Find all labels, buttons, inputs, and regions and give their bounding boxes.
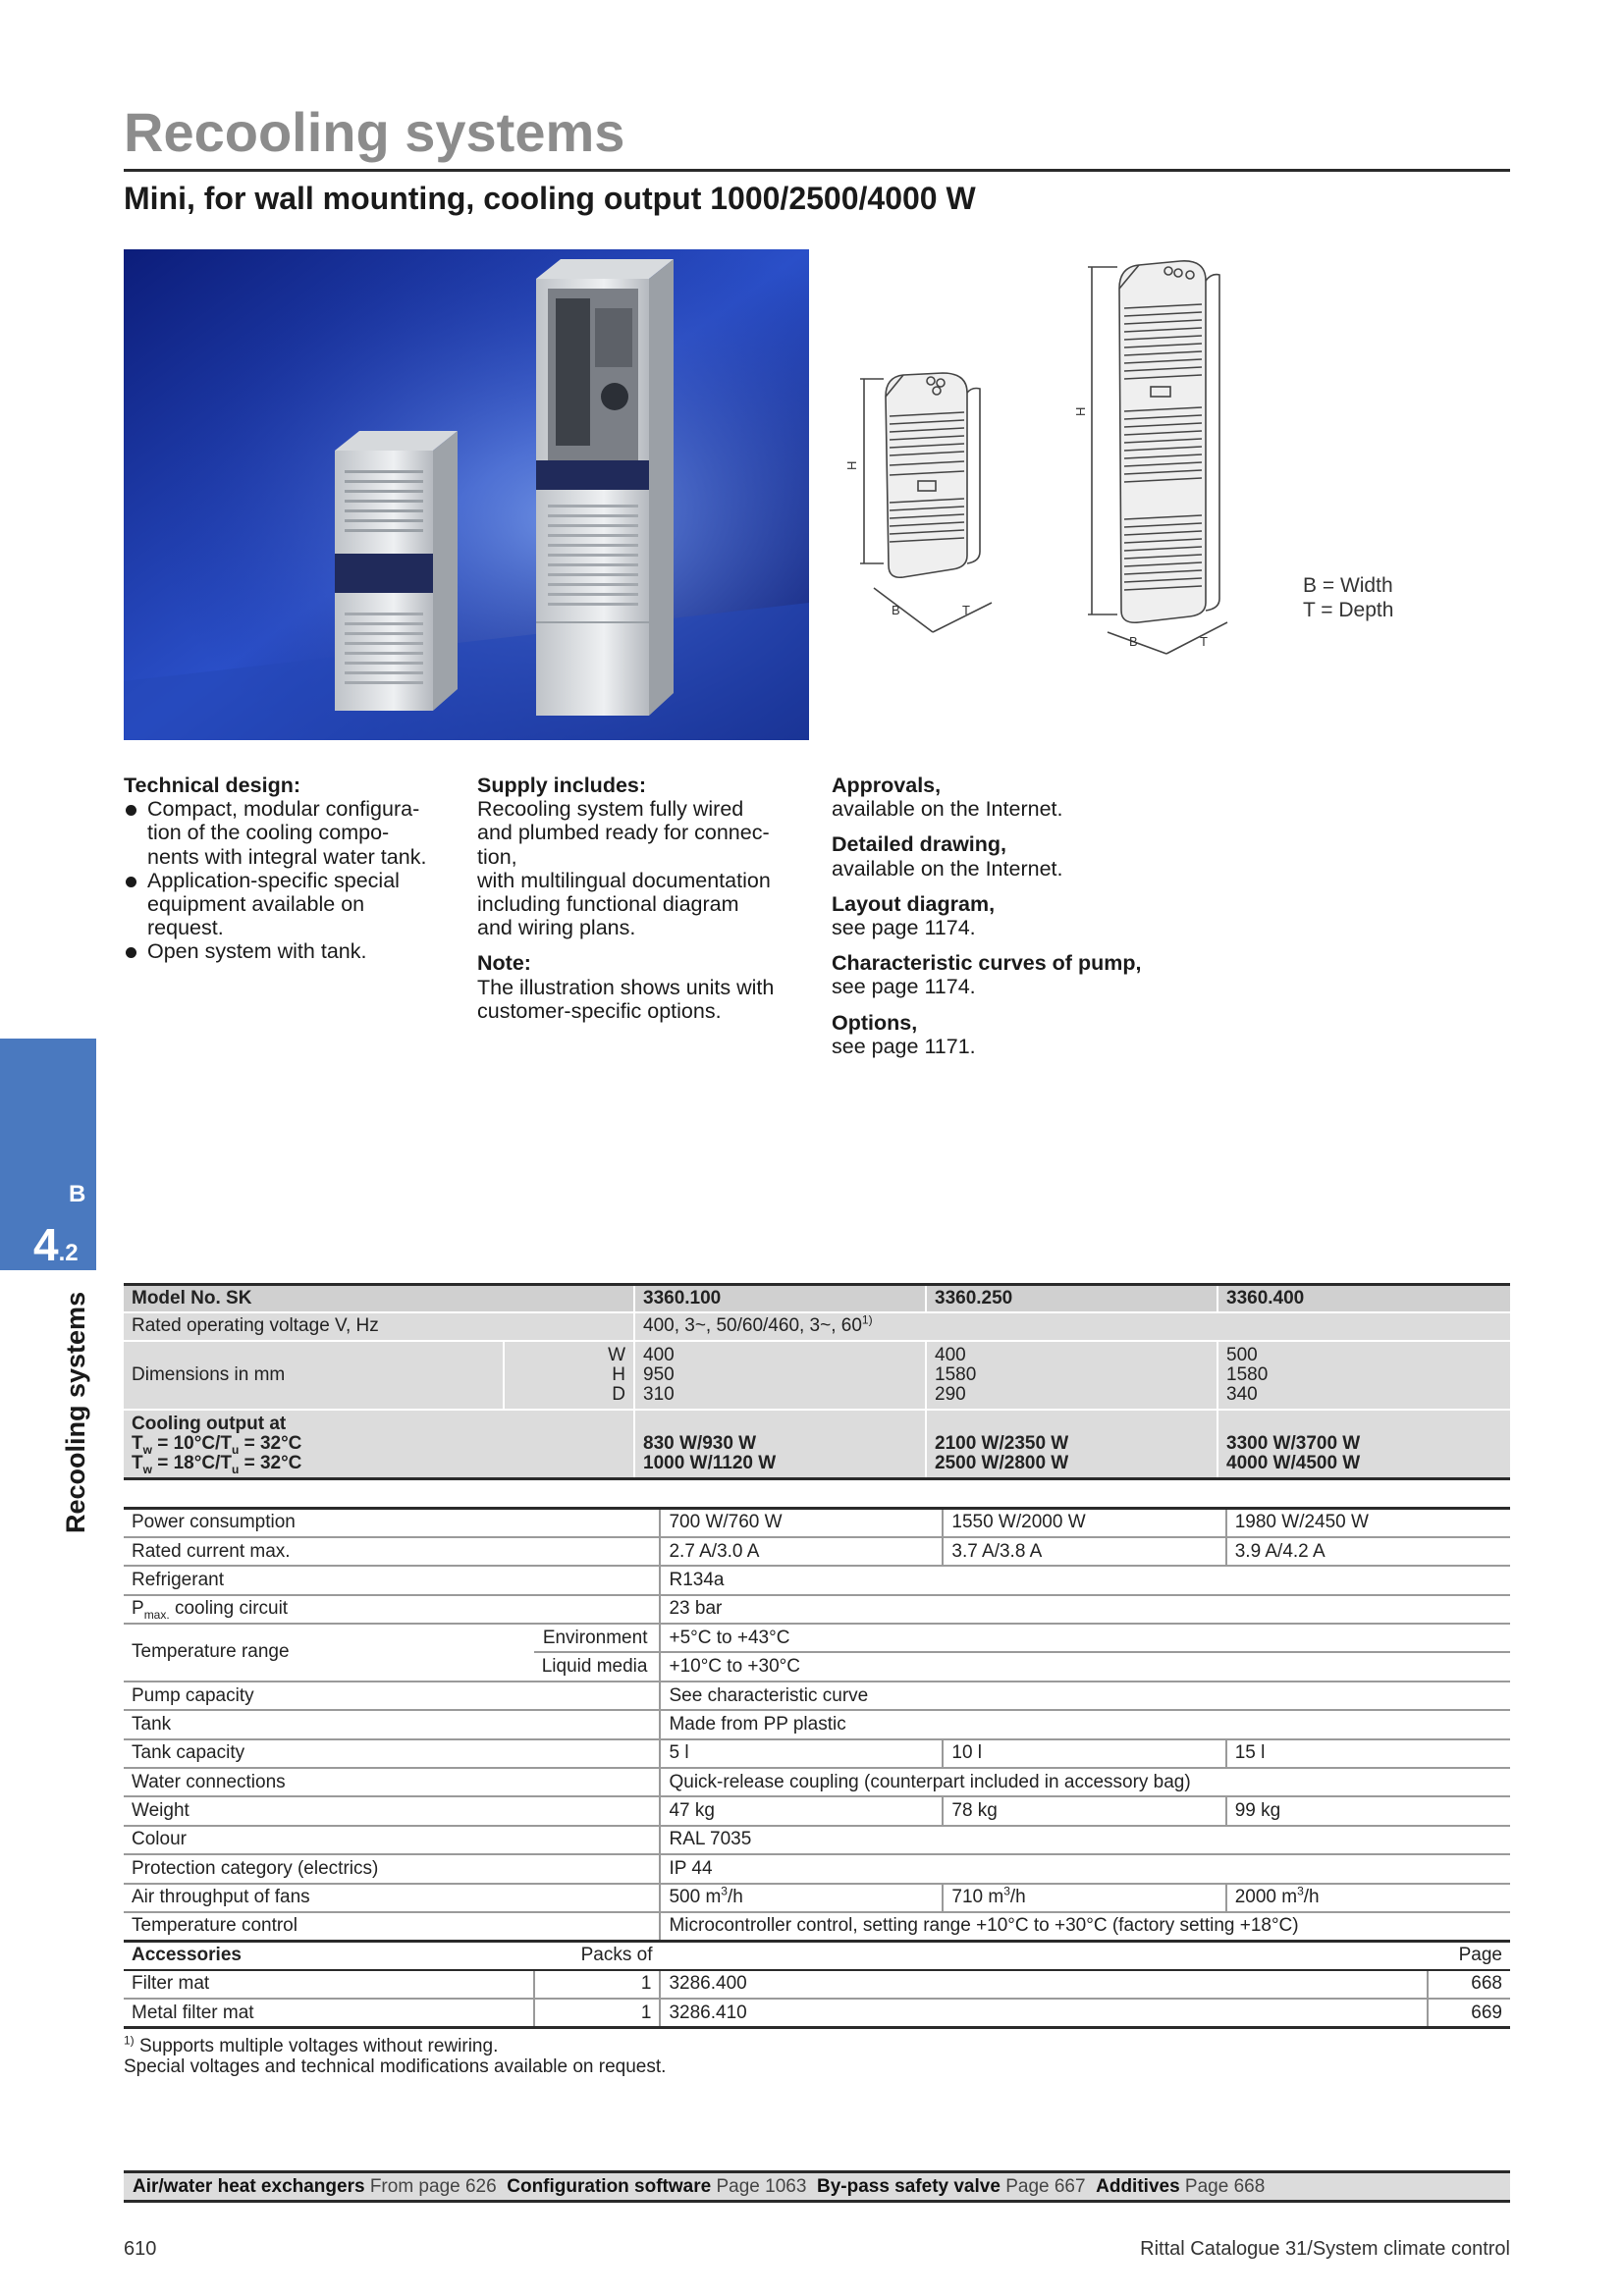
temp-liq-label: Liquid media <box>534 1652 661 1681</box>
dim-value: 340 <box>1226 1383 1258 1405</box>
supply-line: and plumbed ready for connec- <box>477 821 770 845</box>
tankcap-label: Tank capacity <box>124 1739 660 1768</box>
supply-section <box>477 774 811 1023</box>
legend-depth: T = Depth <box>1303 599 1394 621</box>
footnote-text: Supports multiple voltages without rewiring. <box>134 2036 499 2056</box>
voltage-label: Rated operating voltage V, Hz <box>124 1312 634 1341</box>
tankcap-2: 10 l <box>943 1739 1225 1768</box>
note-heading: Note: <box>477 951 531 976</box>
table-row <box>124 1970 1510 1999</box>
list-item <box>124 939 458 963</box>
xref-page: From page 626 <box>364 2176 497 2197</box>
air-2 <box>943 1884 1225 1912</box>
list-item <box>124 797 458 869</box>
temp-env-label: Environment <box>534 1624 661 1652</box>
power-1: 700 W/760 W <box>660 1509 943 1537</box>
dim-value: 500 <box>1226 1344 1258 1365</box>
approvals-heading: Approvals, <box>832 774 942 797</box>
model-3: 3360.400 <box>1217 1285 1510 1312</box>
tankcap-3: 15 l <box>1226 1739 1510 1768</box>
supply-heading: Supply includes: <box>477 774 647 797</box>
accessory-packs: 1 <box>534 1999 661 2027</box>
dim-value: 1580 <box>935 1363 977 1385</box>
cooling-2 <box>926 1410 1217 1479</box>
cooling-3 <box>1217 1410 1510 1479</box>
weight-label: Weight <box>124 1796 660 1825</box>
accessory-page: 669 <box>1428 1999 1510 2027</box>
drawing-h-tall: H <box>1073 406 1088 416</box>
chapter-number-main: 4 <box>33 1219 59 1270</box>
detailed-drawing-text: available on the Internet. <box>832 856 1063 881</box>
air-value: 710 m <box>951 1887 1004 1908</box>
cooling-heading: Cooling output at <box>132 1413 287 1434</box>
cond-sub: w <box>142 1462 152 1476</box>
xref-title: Configuration software <box>507 2176 712 2197</box>
detailed-drawing-heading: Detailed drawing, <box>832 832 1007 857</box>
accessory-part: 3286.410 <box>660 1999 1427 2027</box>
pump-curves-heading: Characteristic curves of pump, <box>832 951 1142 976</box>
water-value: Quick-release coupling (counterpart included in accessory bag) <box>660 1768 1510 1796</box>
bullet-line: request. <box>147 916 224 940</box>
accessory-packs: 1 <box>534 1970 661 1999</box>
footnote-line-2: Special voltages and technical modifications available on request. <box>124 2056 667 2077</box>
dim-letter: D <box>612 1383 625 1405</box>
xref-page: Page 668 <box>1179 2176 1266 2197</box>
dim-value: 1580 <box>1226 1363 1269 1385</box>
cooling-value: 2100 W/2350 W <box>935 1432 1069 1454</box>
temp-env-value: +5°C to +43°C <box>660 1624 1510 1652</box>
footnote <box>124 2033 667 2077</box>
page-subtitle: Mini, for wall mounting, cooling output 1000/2500/4000 W <box>124 181 976 216</box>
layout-diagram-heading: Layout diagram, <box>832 891 996 916</box>
voltage-value <box>634 1312 1510 1341</box>
cooling-condition-2 <box>132 1452 625 1476</box>
cond-text: = 32°C <box>239 1452 302 1473</box>
supply-line: Recooling system fully wired <box>477 797 744 822</box>
model-1: 3360.100 <box>634 1285 926 1312</box>
accessory-part: 3286.400 <box>660 1970 1427 1999</box>
pump-curves-text: see page 1174. <box>832 975 976 999</box>
air-value: 2000 m <box>1234 1887 1298 1908</box>
water-label: Water connections <box>124 1768 660 1796</box>
drawing-b-tall: B <box>1129 634 1138 649</box>
cond-sub: u <box>231 1462 240 1476</box>
dim-letter: W <box>608 1344 625 1365</box>
pmax-label <box>124 1595 660 1624</box>
pmax-sub: max. <box>143 1608 170 1623</box>
accessory-name: Filter mat <box>124 1970 534 1999</box>
bullet-line: Application-specific special <box>147 868 400 892</box>
pump-value: See characteristic curve <box>660 1682 1510 1710</box>
accessory-name: Metal filter mat <box>124 1999 534 2027</box>
technical-design-heading: Technical design: <box>124 774 300 797</box>
bullet-line: equipment available on <box>147 892 365 917</box>
table-row <box>124 1566 1510 1594</box>
protection-label: Protection category (electrics) <box>124 1854 660 1883</box>
drawing-b-small: B <box>892 603 900 617</box>
control-label: Temperature control <box>124 1912 660 1941</box>
accessories-heading: Accessories <box>124 1941 534 1969</box>
tankcap-1: 5 l <box>660 1739 943 1768</box>
chapter-letter: B <box>69 1181 86 1207</box>
drawing-t-tall: T <box>1200 634 1208 649</box>
xref-title: Air/water heat exchangers <box>133 2176 365 2197</box>
air-unit-sup: 3 <box>1003 1884 1010 1898</box>
approvals-text: available on the Internet. <box>832 797 1063 822</box>
colour-value: RAL 7035 <box>660 1826 1510 1854</box>
bullet-line: Open system with tank. <box>147 939 367 964</box>
footnote-mark: 1) <box>124 2033 135 2048</box>
footnote-line-1 <box>124 2033 666 2056</box>
cooling-value: 4000 W/4500 W <box>1226 1452 1361 1473</box>
control-value: Microcontroller control, setting range +10°C to +30°C (factory setting +18°C) <box>660 1912 1510 1941</box>
cooling-1 <box>634 1410 926 1479</box>
air-label: Air throughput of fans <box>124 1884 660 1912</box>
weight-1: 47 kg <box>660 1796 943 1825</box>
info-section <box>832 774 1224 1058</box>
title-rule <box>124 169 1510 172</box>
cooling-value: 830 W/930 W <box>643 1432 757 1454</box>
table-row <box>124 1285 1510 1312</box>
table-row <box>124 1509 1510 1537</box>
current-3: 3.9 A/4.2 A <box>1226 1537 1510 1566</box>
xref-page: Page 1063 <box>711 2176 807 2197</box>
cond-text: = 18°C/T <box>151 1452 232 1473</box>
layout-diagram-text: see page 1174. <box>832 916 976 940</box>
drawing-t-small: T <box>962 603 970 617</box>
options-heading: Options, <box>832 1010 918 1035</box>
chapter-label-text: Recooling systems <box>61 1291 90 1533</box>
page-title: Recooling systems <box>124 101 625 163</box>
voltage-footnote-mark: 1) <box>861 1312 873 1327</box>
bullet-line: tion of the cooling compo- <box>147 821 390 845</box>
air-1 <box>660 1884 943 1912</box>
technical-design-list <box>124 797 458 963</box>
table-row <box>124 1410 1510 1479</box>
catalog-title: Rittal Catalogue 31/System climate control <box>1140 2238 1510 2260</box>
accessory-page: 668 <box>1428 1970 1510 1999</box>
cooling-condition-1 <box>132 1432 625 1457</box>
chapter-label <box>61 1288 94 1533</box>
cooling-value: 2500 W/2800 W <box>935 1452 1069 1473</box>
bullet-line: nents with integral water tank. <box>147 844 427 869</box>
chapter-number <box>33 1218 79 1271</box>
table-row <box>124 1854 1510 1883</box>
pmax-main: P <box>132 1598 144 1620</box>
temp-liq-value: +10°C to +30°C <box>660 1652 1510 1681</box>
chapter-number-suffix: .2 <box>58 1240 79 1266</box>
table-row <box>124 1624 1510 1652</box>
xref-title: By-pass safety valve <box>816 2176 1001 2197</box>
voltage-text: 400, 3~, 50/60/460, 3~, 60 <box>643 1315 862 1336</box>
tank-value: Made from PP plastic <box>660 1710 1510 1738</box>
cond-text: T <box>132 1452 143 1473</box>
page-number: 610 <box>124 2238 157 2260</box>
dim-value: 400 <box>935 1344 966 1365</box>
dims-2 <box>926 1341 1217 1410</box>
air-unit-sup: 3 <box>721 1884 728 1898</box>
model-2: 3360.250 <box>926 1285 1217 1312</box>
supply-line: tion, <box>477 844 517 869</box>
table-row <box>124 1341 1510 1410</box>
cooling-value: 3300 W/3700 W <box>1226 1432 1361 1454</box>
pump-label: Pump capacity <box>124 1682 660 1710</box>
dim-value: 950 <box>643 1363 675 1385</box>
table-row <box>124 1710 1510 1738</box>
table-row <box>124 1312 1510 1341</box>
page-label: Page <box>1428 1941 1510 1969</box>
table-row <box>124 1796 1510 1825</box>
dim-value: 310 <box>643 1383 675 1405</box>
supply-line: and wiring plans. <box>477 916 636 940</box>
table-row <box>124 1682 1510 1710</box>
dim-letter: H <box>612 1363 625 1385</box>
power-3: 1980 W/2450 W <box>1226 1509 1510 1537</box>
protection-value: IP 44 <box>660 1854 1510 1883</box>
table-row <box>124 1912 1510 1941</box>
cond-text: = 32°C <box>239 1432 302 1454</box>
air-unit: /h <box>1303 1887 1320 1908</box>
table-row <box>124 1941 1510 1969</box>
legend-width: B = Width <box>1303 574 1393 597</box>
packs-label: Packs of <box>534 1941 661 1969</box>
pmax-rest: cooling circuit <box>169 1598 289 1620</box>
current-2: 3.7 A/3.8 A <box>943 1537 1225 1566</box>
dim-value: 290 <box>935 1383 966 1405</box>
power-2: 1550 W/2000 W <box>943 1509 1225 1537</box>
options-text: see page 1171. <box>832 1034 976 1058</box>
table-row <box>124 1826 1510 1854</box>
xref-page: Page 667 <box>1000 2176 1086 2197</box>
current-1: 2.7 A/3.0 A <box>660 1537 943 1566</box>
air-unit: /h <box>1009 1887 1026 1908</box>
dims-3 <box>1217 1341 1510 1410</box>
air-unit-sup: 3 <box>1297 1884 1304 1898</box>
dimension-legend <box>1303 573 1393 622</box>
note-line: The illustration shows units with <box>477 975 775 999</box>
dim-value: 400 <box>643 1344 675 1365</box>
refrigerant-value: R134a <box>660 1566 1510 1594</box>
spec-table-main <box>124 1283 1510 1480</box>
refrigerant-label: Refrigerant <box>124 1566 660 1594</box>
bullet-line: Compact, modular configura- <box>147 797 420 822</box>
weight-2: 78 kg <box>943 1796 1225 1825</box>
cooling-value: 1000 W/1120 W <box>643 1452 777 1473</box>
cooling-label <box>124 1410 634 1479</box>
spec-table-details <box>124 1507 1510 2029</box>
dims-1 <box>634 1341 926 1410</box>
table-row <box>124 1595 1510 1624</box>
air-3 <box>1226 1884 1510 1912</box>
list-item <box>124 869 458 940</box>
table-row <box>124 1739 1510 1768</box>
xref-title: Additives <box>1096 2176 1180 2197</box>
drawing-h-small: H <box>844 460 859 470</box>
colour-label: Colour <box>124 1826 660 1854</box>
dimension-drawing <box>835 249 1276 662</box>
table-row <box>124 1768 1510 1796</box>
current-label: Rated current max. <box>124 1537 660 1566</box>
cond-text: T <box>132 1432 143 1454</box>
table-row <box>124 1537 1510 1566</box>
air-value: 500 m <box>669 1887 722 1908</box>
note-line: customer-specific options. <box>477 998 722 1023</box>
model-label: Model No. SK <box>124 1285 634 1312</box>
cross-reference-bar <box>124 2170 1510 2203</box>
tank-label: Tank <box>124 1710 660 1738</box>
supply-line: including functional diagram <box>477 892 739 917</box>
supply-line: with multilingual documentation <box>477 868 771 892</box>
cond-text: = 10°C/T <box>151 1432 232 1454</box>
table-row <box>124 1999 1510 2027</box>
table-row <box>124 1884 1510 1912</box>
pmax-value: 23 bar <box>660 1595 1510 1624</box>
air-unit: /h <box>727 1887 743 1908</box>
dimensions-label: Dimensions in mm <box>124 1341 504 1410</box>
technical-design-section <box>124 774 458 964</box>
cond-sub: w <box>142 1442 152 1457</box>
weight-3: 99 kg <box>1226 1796 1510 1825</box>
dimension-letters <box>504 1341 634 1410</box>
temp-label: Temperature range <box>124 1624 534 1682</box>
product-photo <box>124 249 809 740</box>
cond-sub: u <box>231 1442 240 1457</box>
power-label: Power consumption <box>124 1509 660 1537</box>
